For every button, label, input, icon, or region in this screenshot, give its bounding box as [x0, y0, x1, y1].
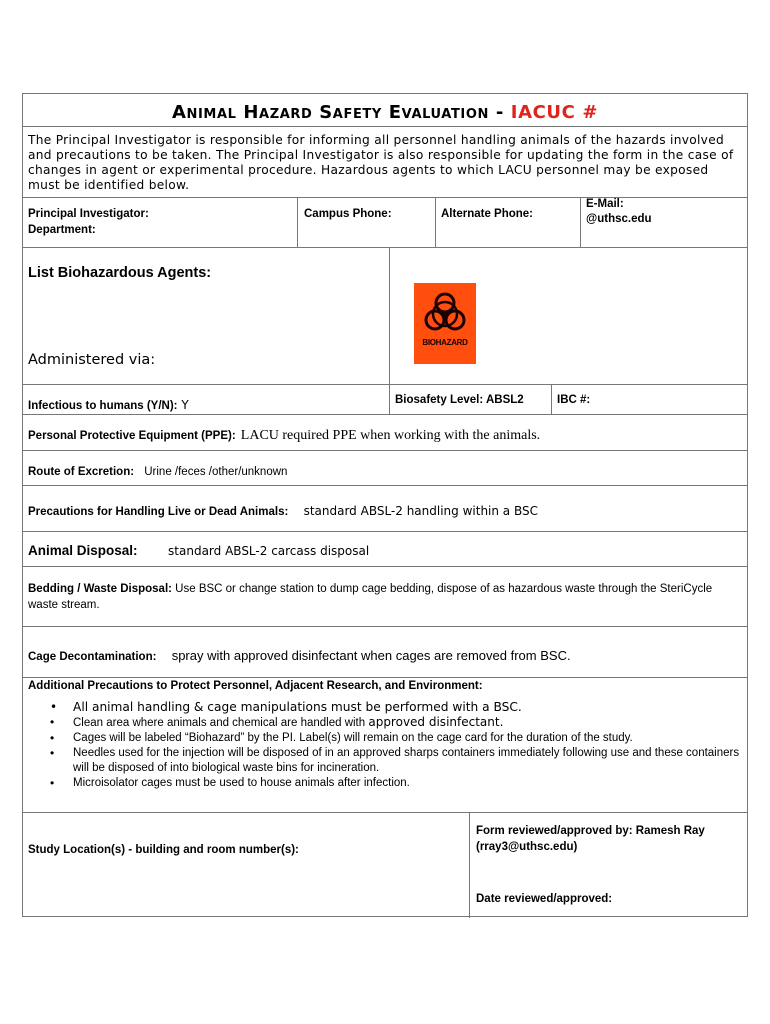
divider [23, 384, 747, 385]
ppe-field [28, 424, 540, 444]
divider [23, 626, 747, 627]
reviewer-email: (rray3@uthsc.edu) [476, 841, 578, 853]
disposal-value: standard ABSL-2 carcass disposal [168, 544, 370, 558]
divider [435, 197, 436, 247]
divider [23, 677, 747, 678]
divider [23, 247, 747, 248]
divider [23, 126, 747, 127]
biohazard-icon [414, 287, 476, 345]
biohazard-sign [414, 283, 476, 364]
bedding-field [28, 581, 740, 613]
biohazardous-agents-label: List Biohazardous Agents: [28, 265, 212, 281]
divider [23, 197, 747, 198]
date-reviewed-label: Date reviewed/approved: [476, 893, 613, 905]
reviewed-by-label: Form reviewed/approved by: Ramesh Ray [476, 825, 705, 837]
divider [23, 450, 747, 451]
list-item: • Needles used for the injection will be disposed of in an approved sharps containers immediately following use and these containers will be disposed of into biological waste bins for incineration. [23, 746, 745, 776]
list-item [23, 715, 745, 731]
decon-label: Cage Decontamination: [28, 651, 157, 663]
department-label: Department: [28, 224, 96, 236]
list-item: • Cages will be labeled “Biohazard” by the PI. Label(s) will remain on the cage card for the duration of the study. [23, 731, 745, 746]
handling-value: standard ABSL-2 handling within a BSC [303, 504, 538, 518]
title-text: Animal Hazard Safety Evaluation - [171, 102, 511, 123]
handling-label: Precautions for Handling Live or Dead Animals: [28, 506, 289, 518]
alternate-phone-label: Alternate Phone: [441, 208, 534, 220]
excretion-value: Urine /feces /other/unknown [144, 466, 288, 478]
infectious-label: Infectious to humans (Y/N): [28, 400, 178, 412]
disposal-field [28, 540, 369, 559]
divider [580, 197, 581, 247]
divider [23, 414, 747, 415]
divider [23, 485, 747, 486]
bedding-label: Bedding / Waste Disposal: [28, 583, 172, 595]
biosafety-level-label: Biosafety Level: ABSL2 [395, 394, 524, 406]
email-label: E-Mail: [586, 198, 624, 210]
list-item-text: Clean area where animals and chemical are handled with [73, 717, 369, 729]
handling-field [28, 500, 538, 519]
infectious-value: Y [177, 398, 189, 412]
biohazard-caption: BIOHAZARD [422, 338, 468, 347]
list-item: • Microisolator cages must be used to house animals after infection. [23, 776, 745, 791]
campus-phone-label: Campus Phone: [304, 208, 392, 220]
ppe-label: Personal Protective Equipment (PPE): [28, 430, 236, 442]
decon-field [28, 645, 571, 664]
divider [389, 247, 390, 414]
excretion-field [28, 460, 287, 479]
divider [23, 531, 747, 532]
divider [469, 812, 470, 918]
list-item-text: approved disinfectant. [368, 715, 504, 729]
ppe-value: LACU required PPE when working with the animals. [240, 428, 541, 443]
list-item: • All animal handling & cage manipulations must be performed with a BSC. [23, 699, 745, 715]
divider [297, 197, 298, 247]
ibc-number-label: IBC #: [557, 394, 591, 406]
hazard-evaluation-form [22, 93, 748, 917]
infectious-field [28, 394, 189, 413]
administered-via-label: Administered via: [28, 352, 156, 368]
additional-precautions-list [23, 699, 745, 791]
additional-precautions-label: Additional Precautions to Protect Personnel, Adjacent Research, and Environment: [28, 680, 483, 692]
form-title [23, 102, 747, 123]
divider [551, 384, 552, 414]
intro-text: The Principal Investigator is responsible for informing all personnel handling animals of the hazards involved and precautions to be taken. The Principal Investigator is also responsible for updating the form in the case of changes in agent or experimental procedure. Hazardous agents to which LACU personnel may be exposed must be identified below. [28, 133, 734, 192]
iacuc-number-label: IACUC # [510, 102, 599, 123]
decon-value: spray with approved disinfectant when cages are removed from BSC. [171, 648, 571, 663]
study-location-label: Study Location(s) - building and room number(s): [28, 844, 299, 856]
divider [23, 566, 747, 567]
email-domain: @uthsc.edu [586, 213, 652, 225]
excretion-label: Route of Excretion: [28, 466, 135, 478]
divider [23, 812, 747, 813]
bedding-value: Use BSC or change station to dump cage bedding, dispose of as hazardous waste through the SteriCycle waste stream. [28, 583, 713, 611]
disposal-label: Animal Disposal: [28, 543, 138, 558]
pi-label: Principal Investigator: [28, 208, 149, 220]
